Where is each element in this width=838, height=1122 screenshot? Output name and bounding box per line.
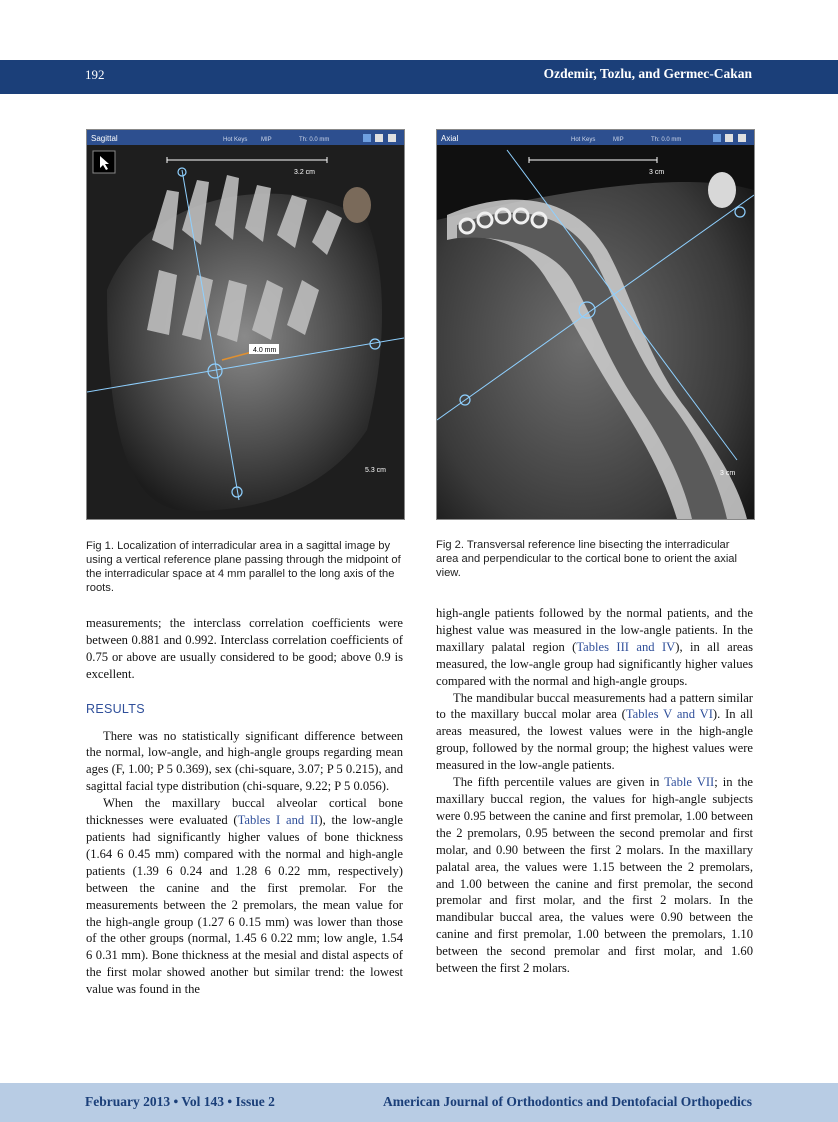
paragraph: There was no statistically significant difference between the normal, low-angle, and high-angle groups regarding mean ages (F, 1.00; P 5 0.369), sex (chi-square, 3.07; P 5 0.215), and sagittal facial type distribution (chi-square, 9.22; P 5 0.056).: [86, 728, 403, 794]
figure-2-caption: Fig 2. Transversal reference line bisecting the interradicular area and perpendicular to the cortical bone to orient the axial view.: [436, 539, 738, 579]
toolbar-thickness: Th: 0.0 mm: [299, 137, 330, 143]
measurement-label: 4.0 mm: [253, 347, 277, 354]
toolbar-icon: [363, 134, 371, 142]
journal-title: American Journal of Orthodontics and Dentofacial Orthopedics: [383, 1094, 752, 1109]
issue-info: February 2013 • Vol 143 • Issue 2: [85, 1094, 275, 1109]
toolbar-icon: [725, 134, 733, 142]
paragraph: measurements; the interclass correlation coefficients were between 0.881 and 0.992. Interclass correlation coefficients of 0.75 or above are usually considered to be good; above 0.9 is excellent.: [86, 616, 403, 681]
head-orientation-icon: [708, 172, 736, 208]
paragraph: [436, 690, 753, 775]
table-reference-link[interactable]: Table VII: [664, 775, 715, 790]
page-number: 192: [85, 67, 105, 82]
paragraph-text: ), the low-angle patients had significantly higher values of bone thickness (1.64 6 0.45 mm) compared with the normal and high-angle patients (1.39 6 0.24 and 1.28 6 0.22 mm, respectively) between the canine and the first premolar. For the measurements between the 2 premolars, the mean value for the high-angle group (1.27 6 0.15 mm) was lower than those of the other groups (normal, 1.45 6 0.22 mm; low angle, 1.54 6 0.31 mm). Bone thickness at the mesial and distal aspects of the first molar showed another but similar trend: the lowest value was found in the: [86, 813, 404, 997]
paragraph-text: ). In all areas measured, the lowest values were in the high-angle group, followed by the normal group; the highest values were measured in the low-angle patients.: [436, 707, 753, 773]
section-heading-results: RESULTS: [86, 701, 145, 716]
running-authors: Ozdemir, Tozlu, and Germec-Cakan: [543, 66, 752, 81]
table-reference-link[interactable]: Tables III and IV: [576, 639, 676, 654]
left-text-column: [86, 615, 403, 998]
running-header: [0, 60, 838, 94]
scale-label: 5.3 cm: [365, 467, 387, 474]
toolbar-icon: [375, 134, 383, 142]
paragraph-text: The fifth percentile values are given in: [453, 775, 665, 790]
toolbar-mip: MIP: [613, 137, 624, 143]
toolbar-hotkeys: Hot Keys: [571, 137, 596, 143]
paragraph-text: The mandibular buccal measurements had a pattern similar to the maxillary buccal molar area (: [436, 690, 753, 722]
toolbar-mip: MIP: [261, 137, 272, 143]
figure-1-caption: Fig 1. Localization of interradicular area in a sagittal image by using a vertical reference plane passing through the midpoint of the interradicular space at 4 mm parallel to the long axis of the roots.: [86, 540, 401, 594]
figure-1-sagittal-image: [86, 129, 405, 520]
table-reference-link[interactable]: Tables I and II: [237, 813, 319, 828]
toolbar-icon: [388, 134, 396, 142]
toolbar-icon: [738, 134, 746, 142]
view-label: Sagittal: [91, 134, 118, 143]
figure-2-axial-image: [436, 129, 755, 520]
toolbar-thickness: Th: 0.0 mm: [651, 137, 682, 143]
ruler-label: 3 cm: [649, 169, 665, 176]
running-footer: [0, 1083, 838, 1122]
paragraph: [86, 795, 403, 998]
paragraph: [436, 605, 753, 690]
scale-label: 3 cm: [720, 470, 736, 477]
paragraph-text: When the maxillary buccal alveolar cortical bone thicknesses were evaluated (: [86, 796, 403, 828]
right-text-column: [436, 605, 753, 977]
paragraph-text: ), in all areas measured, the low-angle group had significantly higher values compared with the normal and high-angle groups.: [436, 639, 753, 688]
toolbar-hotkeys: Hot Keys: [223, 137, 248, 143]
head-orientation-icon: [343, 187, 371, 223]
table-reference-link[interactable]: Tables V and VI: [625, 707, 713, 722]
paragraph-text: ; in the maxillary buccal region, the values for high-angle subjects were 0.95 between the canine and first premolar, 1.00 between the 2 premolars, 0.95 between the second premolar and first molar, and 0.90 between the first 2 molars. In the maxillary palatal area, the values were 1.15 between the 2 premolars, and 1.00 between the canine and first premolar, the second premolar and first molar, and the first 2 molars. In the mandibular buccal area, the values were 0.90 between the canine and first premolar, 1.00 between the premolars, 1.10 between the second premolar and first molar, and 1.60 between the first 2 molars.: [436, 775, 753, 976]
ruler-label: 3.2 cm: [294, 169, 316, 176]
toolbar-icon: [713, 134, 721, 142]
paragraph-text: high-angle patients followed by the normal patients, and the highest value was measured in the low-angle patients. In the maxillary palatal region (: [436, 606, 753, 654]
paragraph: [436, 774, 753, 977]
view-label: Axial: [441, 134, 459, 143]
